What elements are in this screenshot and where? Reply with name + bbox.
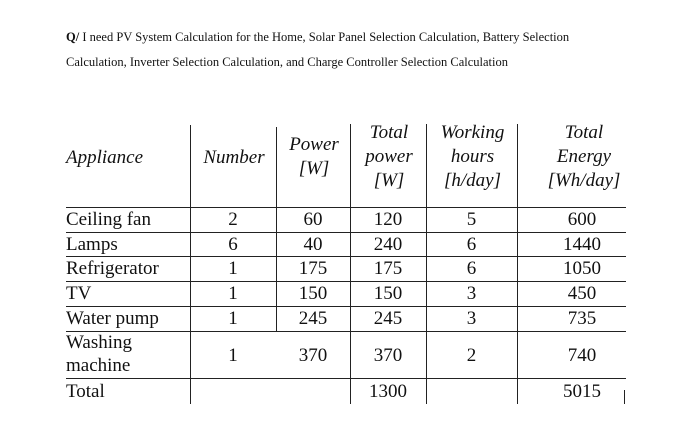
cell-energy: 450: [567, 283, 597, 304]
header-working-hours: [428, 121, 517, 193]
cell-hours: 5: [466, 209, 477, 230]
cell-total-power: 150: [373, 283, 403, 304]
cell-appliance: [66, 331, 132, 377]
cell-number: 1: [228, 258, 238, 279]
header-total-power: [352, 121, 426, 193]
cell-hours: 3: [466, 308, 477, 329]
cell-number: 1: [228, 283, 238, 304]
header-total-energy: [519, 121, 649, 193]
header-total-energy-line: Total: [564, 122, 604, 143]
cell-total-power: 370: [373, 345, 403, 366]
cell-hours: 3: [466, 283, 477, 304]
header-appliance: Appliance: [66, 147, 144, 168]
header-working-hours-line: hours: [450, 146, 495, 167]
header-power: [278, 133, 350, 181]
header-total-energy-line: [Wh/day]: [547, 170, 621, 191]
cell-energy: 600: [567, 209, 597, 230]
cell-total-power: 175: [373, 258, 403, 279]
cell-appliance: Lamps: [66, 234, 118, 255]
header-total-power-line: power: [365, 146, 413, 167]
cell-power: 40: [303, 234, 323, 255]
cell-total-power: 240: [373, 234, 403, 255]
header-working-hours-line: Working: [440, 122, 505, 143]
cell-power: 370: [298, 345, 328, 366]
cell-total-power: 120: [373, 209, 403, 230]
cell-energy: 1050: [563, 258, 601, 279]
cell-hours: 6: [466, 234, 477, 255]
cell-energy: 1440: [563, 234, 601, 255]
header-power-line: Power: [289, 134, 339, 155]
cell-appliance: Refrigerator: [66, 258, 159, 279]
header-total-energy-line: Energy: [556, 146, 612, 167]
cell-number: 1: [228, 345, 238, 366]
question-text: [66, 25, 626, 74]
cell-energy: 740: [567, 345, 597, 366]
cell-power: 150: [298, 283, 328, 304]
cell-appliance: Ceiling fan: [66, 209, 151, 230]
question-body: I need PV System Calculation for the Home, Solar Panel Selection Calculation, Battery Selection Calculation, Inverter Selection Calculation, and Charge Controller Selection Calculation: [66, 30, 570, 69]
cell-energy: 735: [567, 308, 597, 329]
cell-appliance: Water pump: [66, 308, 159, 329]
cell-appliance-line: machine: [66, 355, 131, 376]
cell-hours: 6: [466, 258, 477, 279]
header-total-power-line: [W]: [373, 170, 405, 191]
cell-number: 2: [228, 209, 238, 230]
question-prefix: Q/: [66, 30, 80, 44]
header-total-power-line: Total: [369, 122, 409, 143]
grid-line: [66, 331, 626, 332]
cell-number: 1: [228, 308, 238, 329]
cell-total-power: 245: [373, 308, 403, 329]
cell-hours: 2: [466, 345, 477, 366]
total-energy-value: 5015: [563, 381, 601, 402]
cell-number: 6: [228, 234, 238, 255]
header-number: Number: [203, 147, 265, 168]
header-power-line: [W]: [298, 158, 330, 179]
cell-power: 245: [298, 308, 328, 329]
cell-appliance-line: Washing: [66, 332, 133, 353]
total-label: Total: [66, 381, 105, 402]
total-power-value: 1300: [369, 381, 407, 402]
cell-power: 175: [298, 258, 328, 279]
cell-power: 60: [303, 209, 323, 230]
cell-appliance: TV: [66, 283, 92, 304]
header-working-hours-line: [h/day]: [444, 170, 501, 191]
